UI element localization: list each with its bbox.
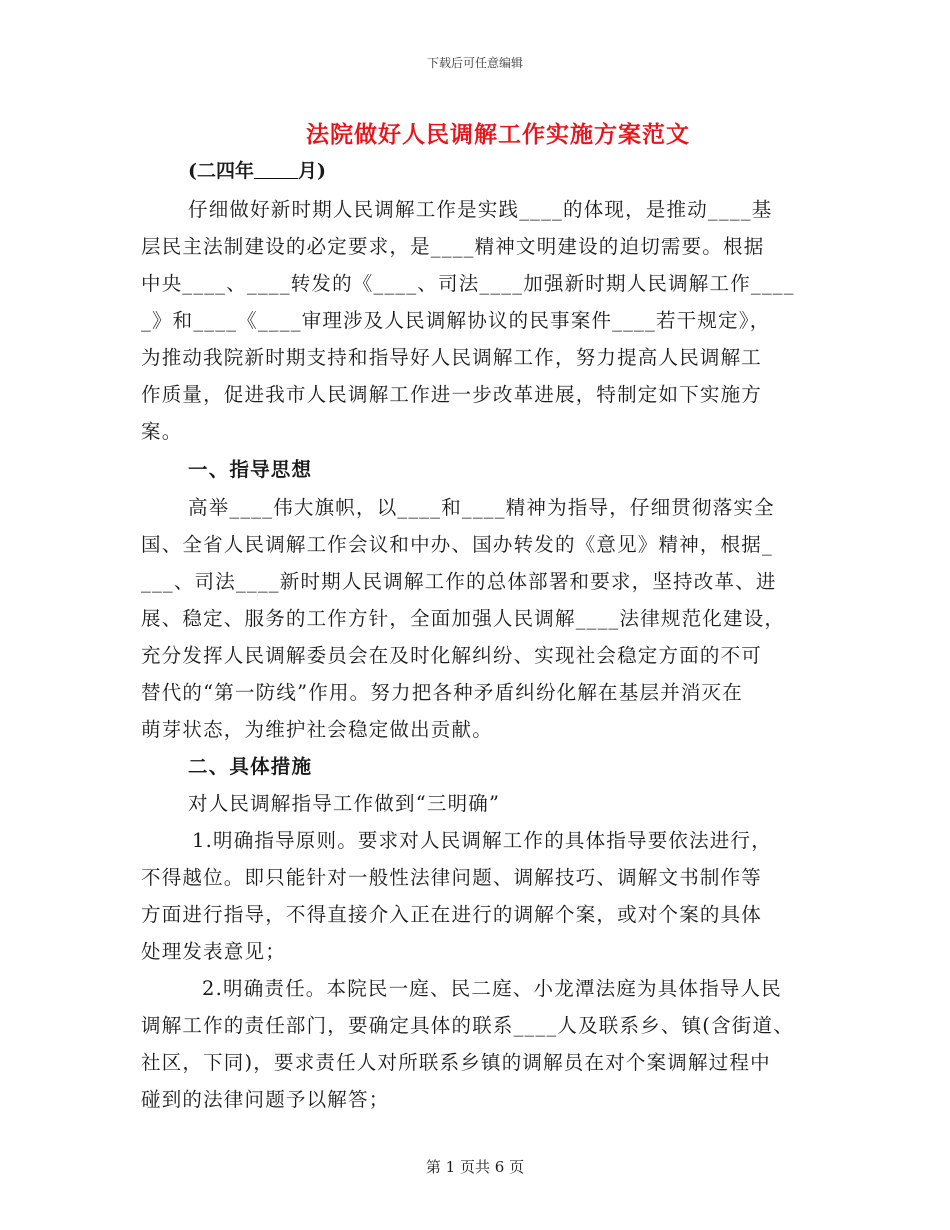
- page-footer: 第 1 页共 6 页: [425, 1158, 525, 1176]
- body-line: 层民主法制建设的必定要求，是____精神文明建设的迫切需要。根据: [141, 235, 765, 258]
- body-line: _》和____《____审理涉及人民调解协议的民事案件____若干规定》，: [141, 309, 771, 332]
- body-line: 高举____伟大旗帜，以____和____精神为指导，仔细贯彻落实全: [188, 496, 775, 519]
- document-title: 法院做好人民调解工作实施方案范文: [306, 121, 690, 148]
- body-line: 方面进行指导，不得直接介入正在进行的调解个案，或对个案的具体: [141, 903, 763, 926]
- body-line: 替代的“第一防线”作用。努力把各种矛盾纠纷化解在基层并消灭在: [141, 681, 743, 704]
- body-line: 案。: [141, 420, 183, 443]
- body-line: 调解工作的责任部门，要确定具体的联系____人及联系乡、镇(含街道、: [141, 1014, 794, 1037]
- body-line: 萌芽状态，为维护社会稳定做出贡献。: [141, 718, 493, 741]
- body-line: 为推动我院新时期支持和指导好人民调解工作，努力提高人民调解工: [141, 346, 763, 369]
- body-line: 中央____、____转发的《____、司法____加强新时期人民调解工作____: [141, 272, 795, 295]
- body-line: 展、稳定、服务的工作方针，全面加强人民调解____法律规范化建设，: [141, 607, 786, 630]
- body-line: ___、司法____新时期人民调解工作的总体部署和要求，坚持改革、进: [141, 570, 777, 593]
- body-line: 2.明确责任。本院民一庭、民二庭、小龙潭法庭为具体指导人民: [202, 977, 782, 1000]
- body-line: 作质量，促进我市人民调解工作进一步改革进展，特制定如下实施方: [141, 383, 763, 406]
- body-line: 国、全省人民调解工作会议和中办、国办转发的《意见》精神，根据_: [141, 533, 773, 556]
- date-line: [188, 156, 326, 183]
- date-suffix: 月): [298, 160, 326, 182]
- body-line: 处理发表意见；: [141, 940, 286, 963]
- date-blank: [254, 160, 298, 179]
- body-line: 社区，下同)，要求责任人对所联系乡镇的调解员在对个案调解过程中: [141, 1051, 771, 1074]
- section-heading: 二、具体措施: [188, 755, 313, 778]
- body-line: 不得越位。即只能针对一般性法律问题、调解技巧、调解文书制作等: [141, 866, 763, 889]
- body-line: 对人民调解指导工作做到“三明确”: [188, 792, 501, 815]
- body-line: 1.明确指导原则。要求对人民调解工作的具体指导要依法进行，: [192, 829, 772, 852]
- body-line: 仔细做好新时期人民调解工作是实践____的体现，是推动____基: [188, 198, 773, 221]
- section-heading: 一、指导思想: [188, 458, 313, 481]
- body-line: 充分发挥人民调解委员会在及时化解纠纷、实现社会稳定方面的不可: [141, 644, 763, 667]
- body-line: 碰到的法律问题予以解答；: [141, 1088, 390, 1111]
- page-header: 下载后可任意编辑: [426, 56, 523, 70]
- date-prefix: (二四年: [188, 160, 254, 182]
